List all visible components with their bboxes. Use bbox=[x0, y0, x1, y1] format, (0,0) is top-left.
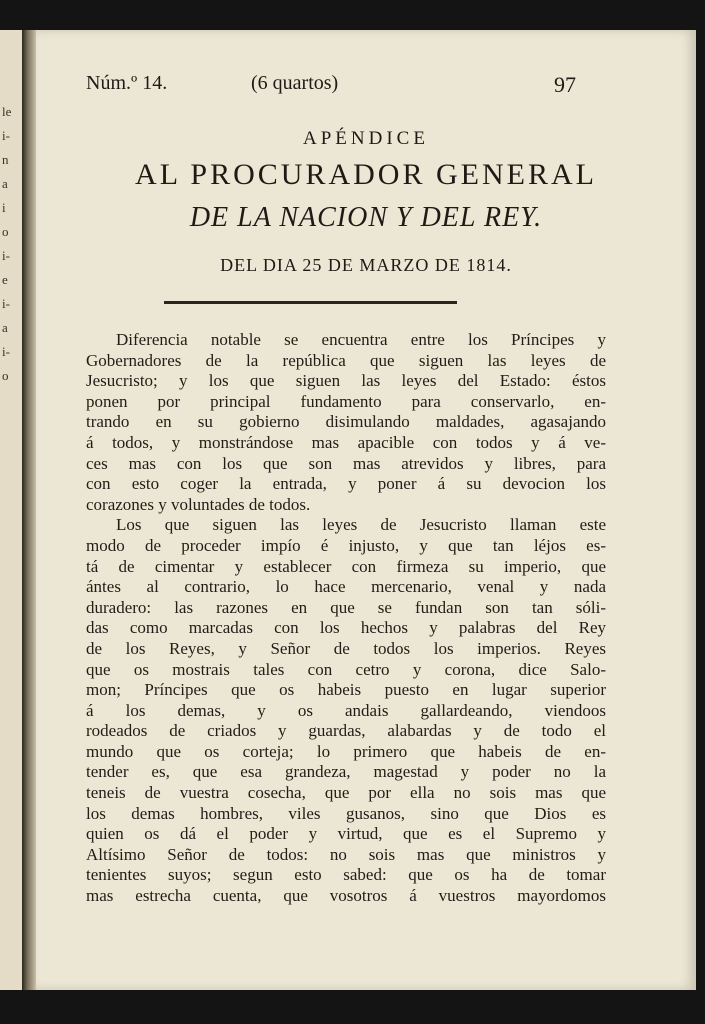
text-line: modo de proceder impío é injusto, y que tan léjos es- bbox=[86, 535, 606, 555]
left-fragment: e bbox=[2, 272, 8, 287]
left-fragment: i- bbox=[2, 296, 10, 311]
left-fragment: le bbox=[2, 104, 12, 119]
text-line: rodeados de criados y guardas, alabardas y de todo el bbox=[86, 721, 606, 741]
text-line: mundo que os corteja; lo primero que habeis de en- bbox=[86, 741, 606, 761]
text-line: teneis de vuestra cosecha, que por ella no sois mas que bbox=[86, 783, 606, 803]
left-fragment: i- bbox=[2, 344, 10, 359]
text-line: corazones y voluntades de todos. bbox=[86, 494, 311, 514]
page-number: 97 bbox=[554, 72, 576, 97]
title-line-2: AL PROCURADOR GENERAL bbox=[135, 158, 597, 191]
text-line: tenientes suyos; segun esto sabed: que os ha de tomar bbox=[86, 865, 606, 885]
text-line: á los demas, y os andais gallardeando, viendoos bbox=[86, 700, 606, 720]
text-line: Gobernadores de la república que siguen las leyes de bbox=[86, 350, 606, 370]
text-line: das como marcadas con los hechos y palabras del Rey bbox=[86, 618, 606, 638]
left-fragment: i- bbox=[2, 248, 10, 263]
left-fragment: i- bbox=[2, 128, 10, 143]
left-fragment: o bbox=[2, 224, 9, 239]
text-line: á todos, y monstrándose mas apacible con todos y á ve- bbox=[86, 432, 606, 452]
issue-number: Núm.º 14. bbox=[86, 72, 168, 94]
left-fragment: o bbox=[2, 368, 9, 383]
text-line: ponen por principal fundamento para conservarlo, en- bbox=[86, 391, 606, 411]
left-fragment: n bbox=[2, 152, 9, 167]
dateline: DEL DIA 25 DE MARZO DE 1814. bbox=[220, 255, 512, 275]
text-line: Altísimo Señor de todos: no sois mas que ministros y bbox=[86, 844, 606, 864]
text-line: Jesucristo; y los que siguen las leyes del Estado: éstos bbox=[86, 371, 606, 391]
title-line-3: DE LA NACION Y DEL REY. bbox=[189, 202, 543, 233]
left-fragment: i bbox=[2, 200, 6, 215]
book-gutter bbox=[22, 30, 36, 990]
left-page-edge bbox=[0, 30, 22, 990]
issue-price: (6 quartos) bbox=[251, 72, 339, 94]
text-line: con esto coger la entrada, y poner á su devocion los bbox=[86, 474, 606, 494]
body-text bbox=[86, 330, 606, 907]
left-fragment: a bbox=[2, 320, 8, 335]
text-line: mon; Príncipes que os habeis puesto en lugar superior bbox=[86, 680, 606, 700]
text-line: quien os dá el poder y virtud, que es el Supremo y bbox=[86, 824, 606, 844]
divider-rule bbox=[164, 301, 457, 304]
text-line: ántes al contrario, lo hace mercenario, venal y nada bbox=[86, 577, 606, 597]
document-page bbox=[36, 30, 696, 990]
text-line: de los Reyes, y Señor de todos los imperios. Reyes bbox=[86, 638, 606, 658]
text-line: mas estrecha cuenta, que vosotros á vuestros mayordomos bbox=[86, 886, 606, 906]
paragraph-1 bbox=[86, 330, 606, 515]
text-line: los demas hombres, viles gusanos, sino que Dios es bbox=[86, 803, 606, 823]
text-line: tá de cimentar y establecer con firmeza su imperio, que bbox=[86, 556, 606, 576]
text-line: tender es, que esa grandeza, magestad y poder no la bbox=[86, 762, 606, 782]
page-header bbox=[86, 72, 576, 100]
text-line: Los que siguen las leyes de Jesucristo llaman este bbox=[116, 515, 606, 535]
title-line-1: APÉNDICE bbox=[303, 128, 429, 149]
text-line: ces mas con los que son mas atrevidos y libres, para bbox=[86, 453, 606, 473]
paragraph-2 bbox=[86, 515, 606, 906]
left-page-fragments bbox=[2, 100, 20, 388]
text-line: que os mostrais tales con cetro y corona, dice Salo- bbox=[86, 659, 606, 679]
text-line: duradero: las razones en que se fundan son tan sóli- bbox=[86, 597, 606, 617]
left-fragment: a bbox=[2, 176, 8, 191]
text-line: trando en su gobierno disimulando maldades, agasajando bbox=[86, 412, 606, 432]
text-line: Diferencia notable se encuentra entre los Príncipes y bbox=[116, 330, 606, 349]
